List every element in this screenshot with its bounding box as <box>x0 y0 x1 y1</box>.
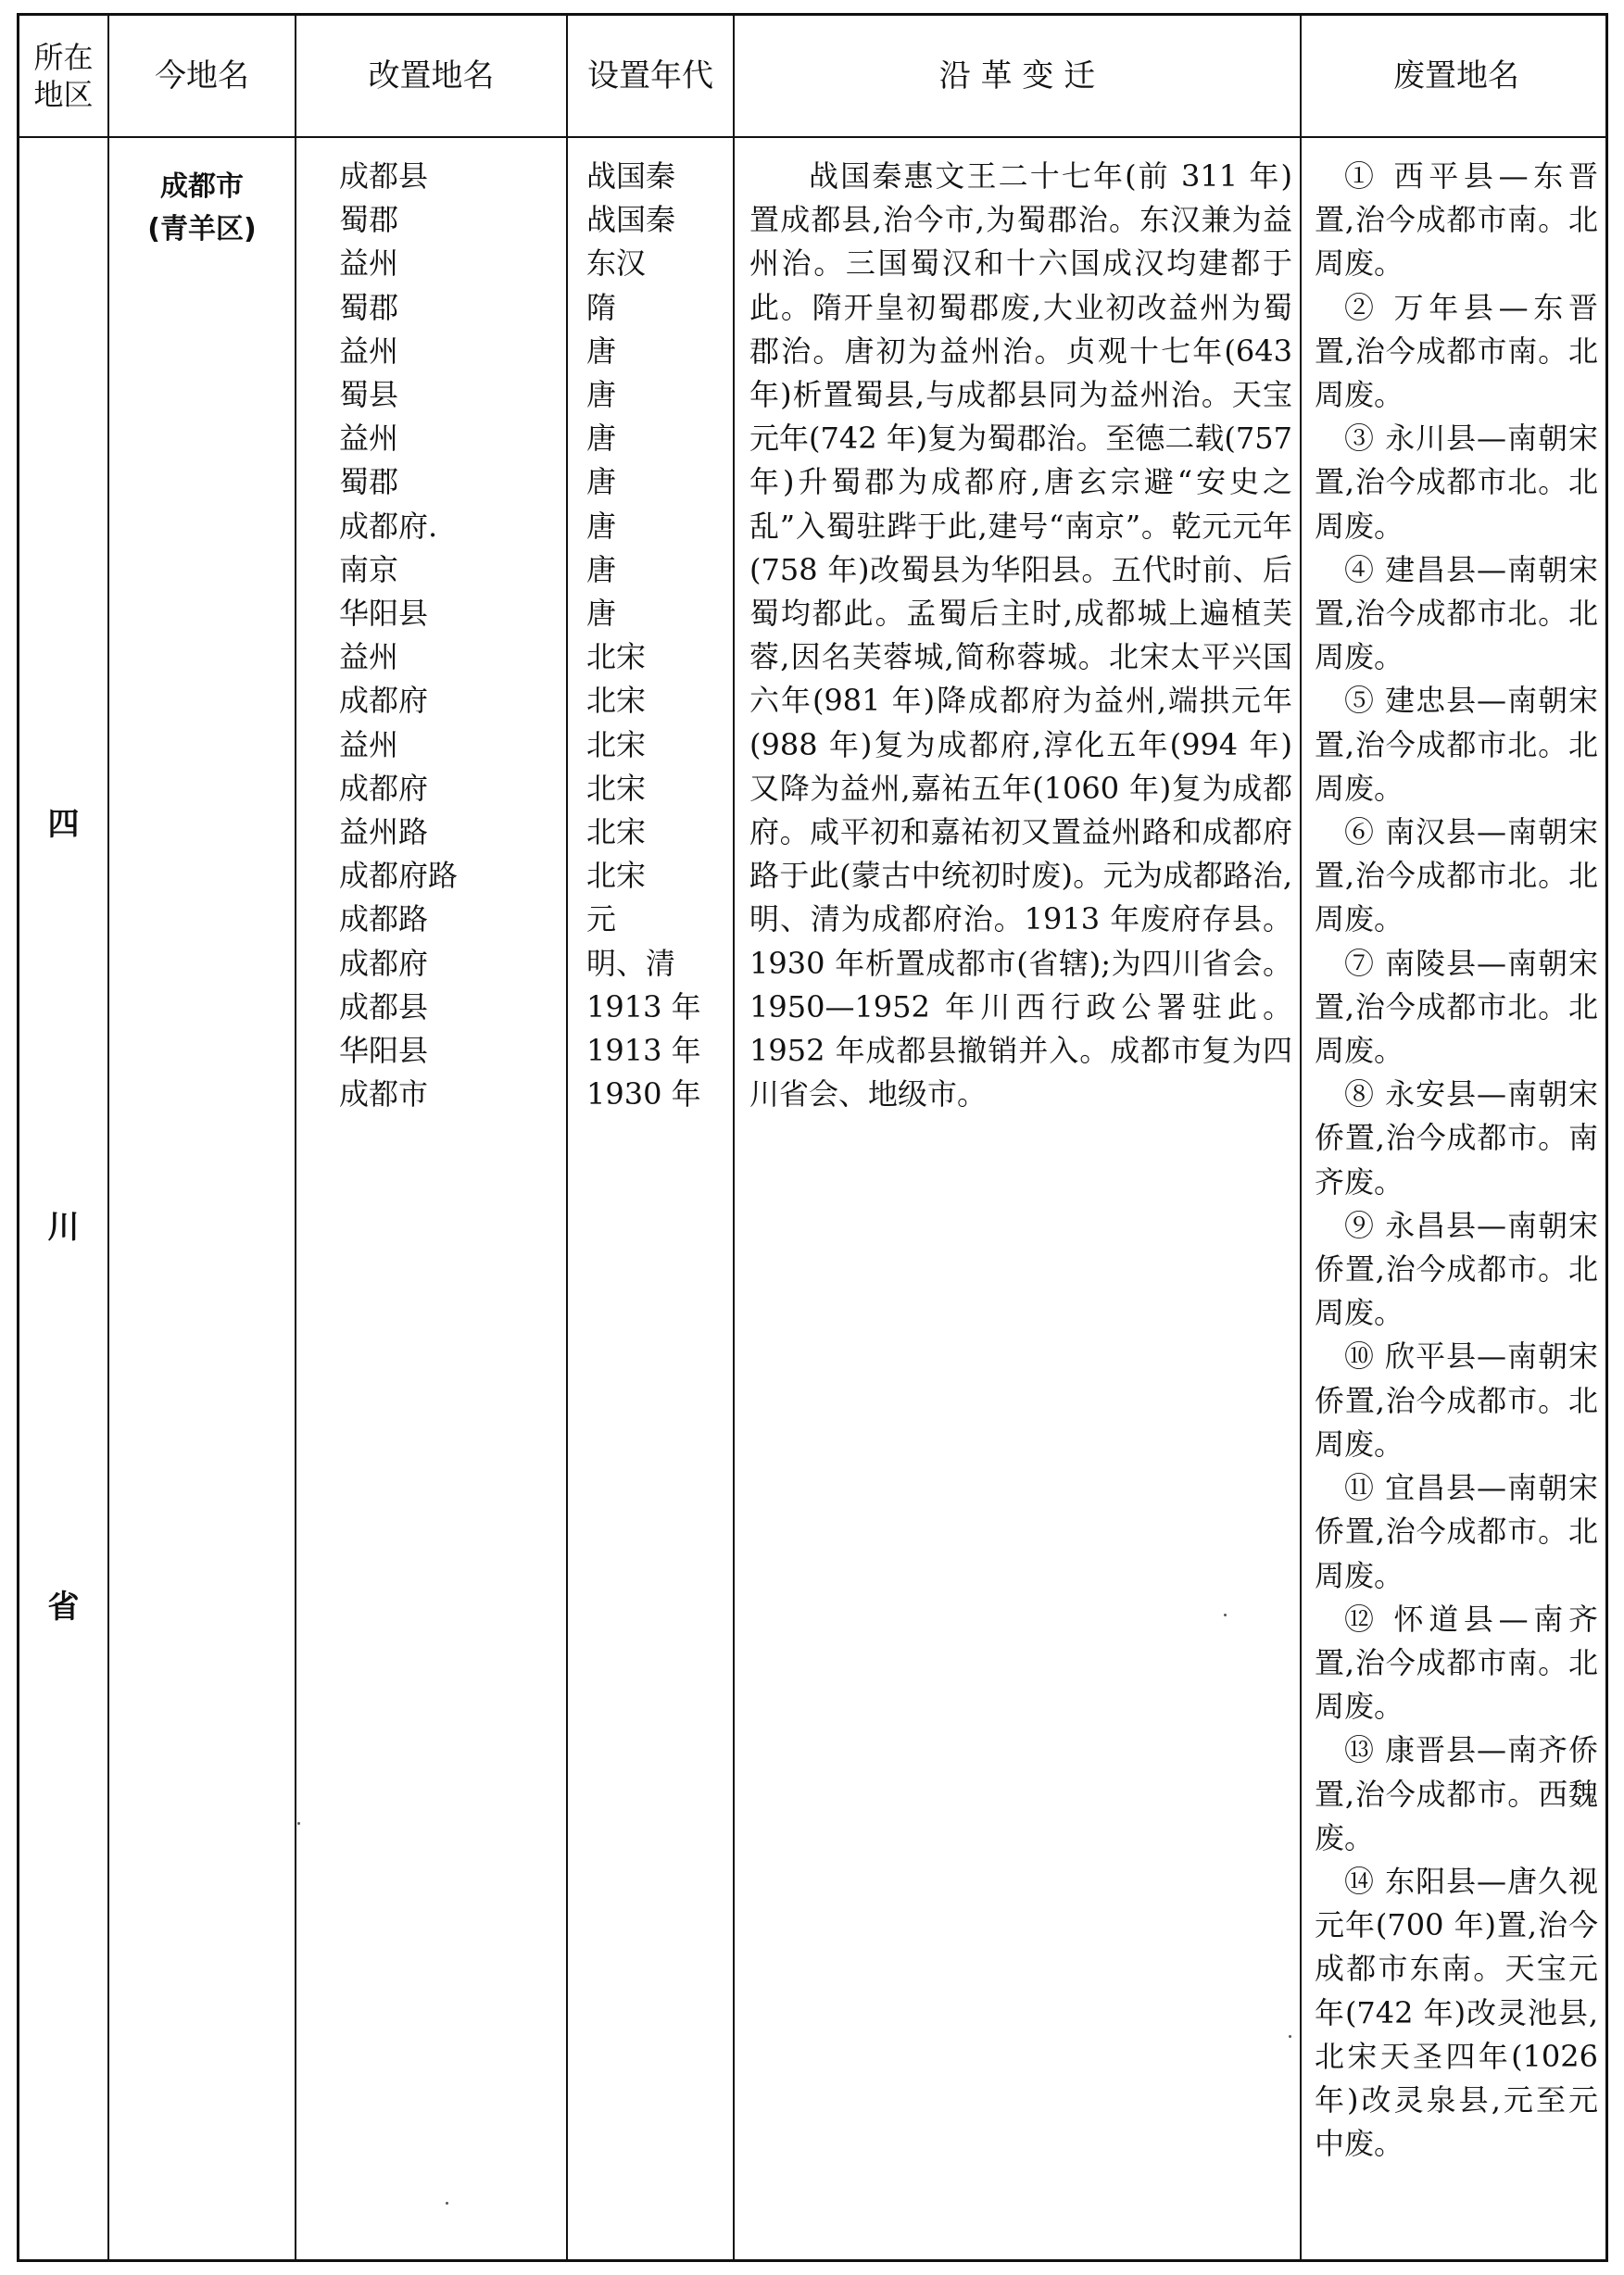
era-item: 隋 <box>586 289 617 325</box>
era-item: 明、清 <box>586 945 676 981</box>
scan-speck <box>1289 2035 1291 2038</box>
column-divider <box>107 16 109 2259</box>
header-divider <box>19 136 1605 138</box>
gazetteer-table <box>17 13 1608 2262</box>
current-name: 成都市 <box>160 170 244 203</box>
current-name-cell <box>109 166 295 251</box>
former-name-item: 蜀郡 <box>339 289 399 325</box>
former-name-item: 成都县 <box>339 988 429 1024</box>
former-name-item: 成都县 <box>339 158 429 194</box>
abolished-item: ⑦ 南陵县—南朝宋置,治今成都市北。北周废。 <box>1315 945 1598 1069</box>
header-region: 所在 地区 <box>33 40 94 112</box>
abolished-item: ⑩ 欣平县—南朝宋侨置,治今成都市。北周废。 <box>1315 1339 1598 1462</box>
former-name-item: 南京 <box>339 551 399 587</box>
former-name-item: 益州 <box>339 421 399 457</box>
former-name-item: 蜀郡 <box>339 202 399 238</box>
former-name-item: 成都府 <box>339 945 429 981</box>
era-item: 1913 年 <box>586 988 701 1024</box>
era-item: 1913 年 <box>586 1033 701 1069</box>
era-item: 唐 <box>586 421 617 457</box>
era-item: 北宋 <box>586 726 647 762</box>
abolished-item: ⑨ 永昌县—南朝宋侨置,治今成都市。北周废。 <box>1315 1207 1598 1331</box>
era-item: 唐 <box>586 333 617 369</box>
former-name-item: 蜀县 <box>339 377 399 413</box>
era-item: 唐 <box>586 596 617 632</box>
scan-speck <box>446 2202 448 2205</box>
era-item: 北宋 <box>586 858 647 894</box>
province-char: 川 <box>47 1209 80 1246</box>
era-item: 北宋 <box>586 814 647 850</box>
province-char: 省 <box>47 1589 80 1626</box>
era-item: 东汉 <box>586 245 647 282</box>
former-names-list <box>339 155 561 1116</box>
header-history: 沿 革 变 迁 <box>938 57 1096 94</box>
history-text: 战国秦惠文王二十七年(前 311 年)置成都县,治今市,为蜀郡治。东汉兼为益州治。三国蜀汉和十六国成汉均建都于此。隋开皇初蜀郡废,大业初改益州为蜀郡治。唐初为益州治。贞观十七年(643 年)析置蜀县,与成都县同为益州治。天宝元年(742 年)复为蜀郡治。至德二载(757 年)升蜀郡为成都府,唐玄宗避“安史之乱”入蜀驻跸于此,建号“南京”。乾元元年(758 年)改蜀县为华阳县。五代时前、后蜀均都此。孟蜀后主时,成都城上遍植芙蓉,因名芙蓉城,简称蓉城。北宋太平兴国六年(981 年)降成都府为益州,端拱元年(988 年)复为成都府,淳化五年(994 年)又降为益州,嘉祐五年(1060 年)复为成都府。咸平初和嘉祐初又置益州路和成都府路于此(蒙古中统初时废)。元为成都路治,明、清为成都府治。1913 年废府存县。1930 年析置成都市(省辖);为四川省会。1950—1952 年川西行政公署驻此。1952 年成都县撤销并入。成都市复为四川省会、地级市。 <box>749 158 1292 1112</box>
column-divider <box>1300 16 1302 2259</box>
header-former-name: 改置地名 <box>368 57 495 94</box>
former-name-item: 益州 <box>339 245 399 282</box>
current-district: (青羊区) <box>147 213 257 245</box>
former-name-item: 成都府路 <box>339 858 459 894</box>
abolished-item: ⑫ 怀道县—南齐置,治今成都市南。北周废。 <box>1315 1601 1598 1725</box>
era-item: 战国秦 <box>586 202 676 238</box>
abolished-item: ⑬ 康晋县—南齐侨置,治今成都市。西魏废。 <box>1315 1732 1598 1855</box>
abolished-list <box>1315 155 1598 2166</box>
abolished-item: ⑧ 永安县—南朝宋侨置,治今成都市。南齐废。 <box>1315 1076 1598 1200</box>
abolished-item: ⑭ 东阳县—唐久视元年(700 年)置,治今成都市东南。天宝元年(742 年)改灵池县,北宋天圣四年(1026 年)改灵泉县,元至元中废。 <box>1315 1863 1598 2162</box>
former-name-item: 益州 <box>339 333 399 369</box>
former-name-item: 蜀郡 <box>339 464 399 500</box>
former-name-item: 华阳县 <box>339 1033 429 1069</box>
column-divider <box>733 16 735 2259</box>
former-name-item: 益州路 <box>339 814 429 850</box>
province-char: 四 <box>47 806 80 843</box>
era-item: 北宋 <box>586 770 647 806</box>
former-name-item: 成都市 <box>339 1076 429 1112</box>
era-item: 北宋 <box>586 683 647 719</box>
abolished-item: ⑥ 南汉县—南朝宋置,治今成都市北。北周废。 <box>1315 814 1598 937</box>
era-item: 唐 <box>586 508 617 544</box>
abolished-item: ③ 永川县—南朝宋置,治今成都市北。北周废。 <box>1315 421 1598 544</box>
eras-list <box>586 155 730 1116</box>
abolished-item: ⑤ 建忠县—南朝宋置,治今成都市北。北周废。 <box>1315 683 1598 806</box>
era-item: 1930 年 <box>586 1076 701 1112</box>
era-item: 唐 <box>586 464 617 500</box>
abolished-item: ① 西平县—东晋置,治今成都市南。北周废。 <box>1315 158 1598 282</box>
header-current-name: 今地名 <box>155 57 249 94</box>
era-item: 元 <box>586 901 617 937</box>
era-item: 战国秦 <box>586 158 676 194</box>
era-item: 唐 <box>586 377 617 413</box>
abolished-item: ② 万年县—东晋置,治今成都市南。北周废。 <box>1315 289 1598 413</box>
abolished-item: ⑪ 宜昌县—南朝宋侨置,治今成都市。北周废。 <box>1315 1470 1598 1593</box>
scan-speck <box>297 1822 300 1825</box>
former-name-item: 成都府 <box>339 683 429 719</box>
former-name-item: 成都府. <box>339 508 438 544</box>
former-name-item: 成都路 <box>339 901 429 937</box>
scan-speck <box>1224 1614 1227 1616</box>
former-name-item: 成都府 <box>339 770 429 806</box>
era-item: 北宋 <box>586 639 647 675</box>
abolished-item: ④ 建昌县—南朝宋置,治今成都市北。北周废。 <box>1315 551 1598 675</box>
former-name-item: 益州 <box>339 726 399 762</box>
former-name-item: 益州 <box>339 639 399 675</box>
column-divider <box>295 16 296 2259</box>
header-abolished: 废置地名 <box>1393 57 1519 94</box>
era-item: 唐 <box>586 551 617 587</box>
header-era: 设置年代 <box>587 57 713 94</box>
former-name-item: 华阳县 <box>339 596 429 632</box>
column-divider <box>566 16 568 2259</box>
